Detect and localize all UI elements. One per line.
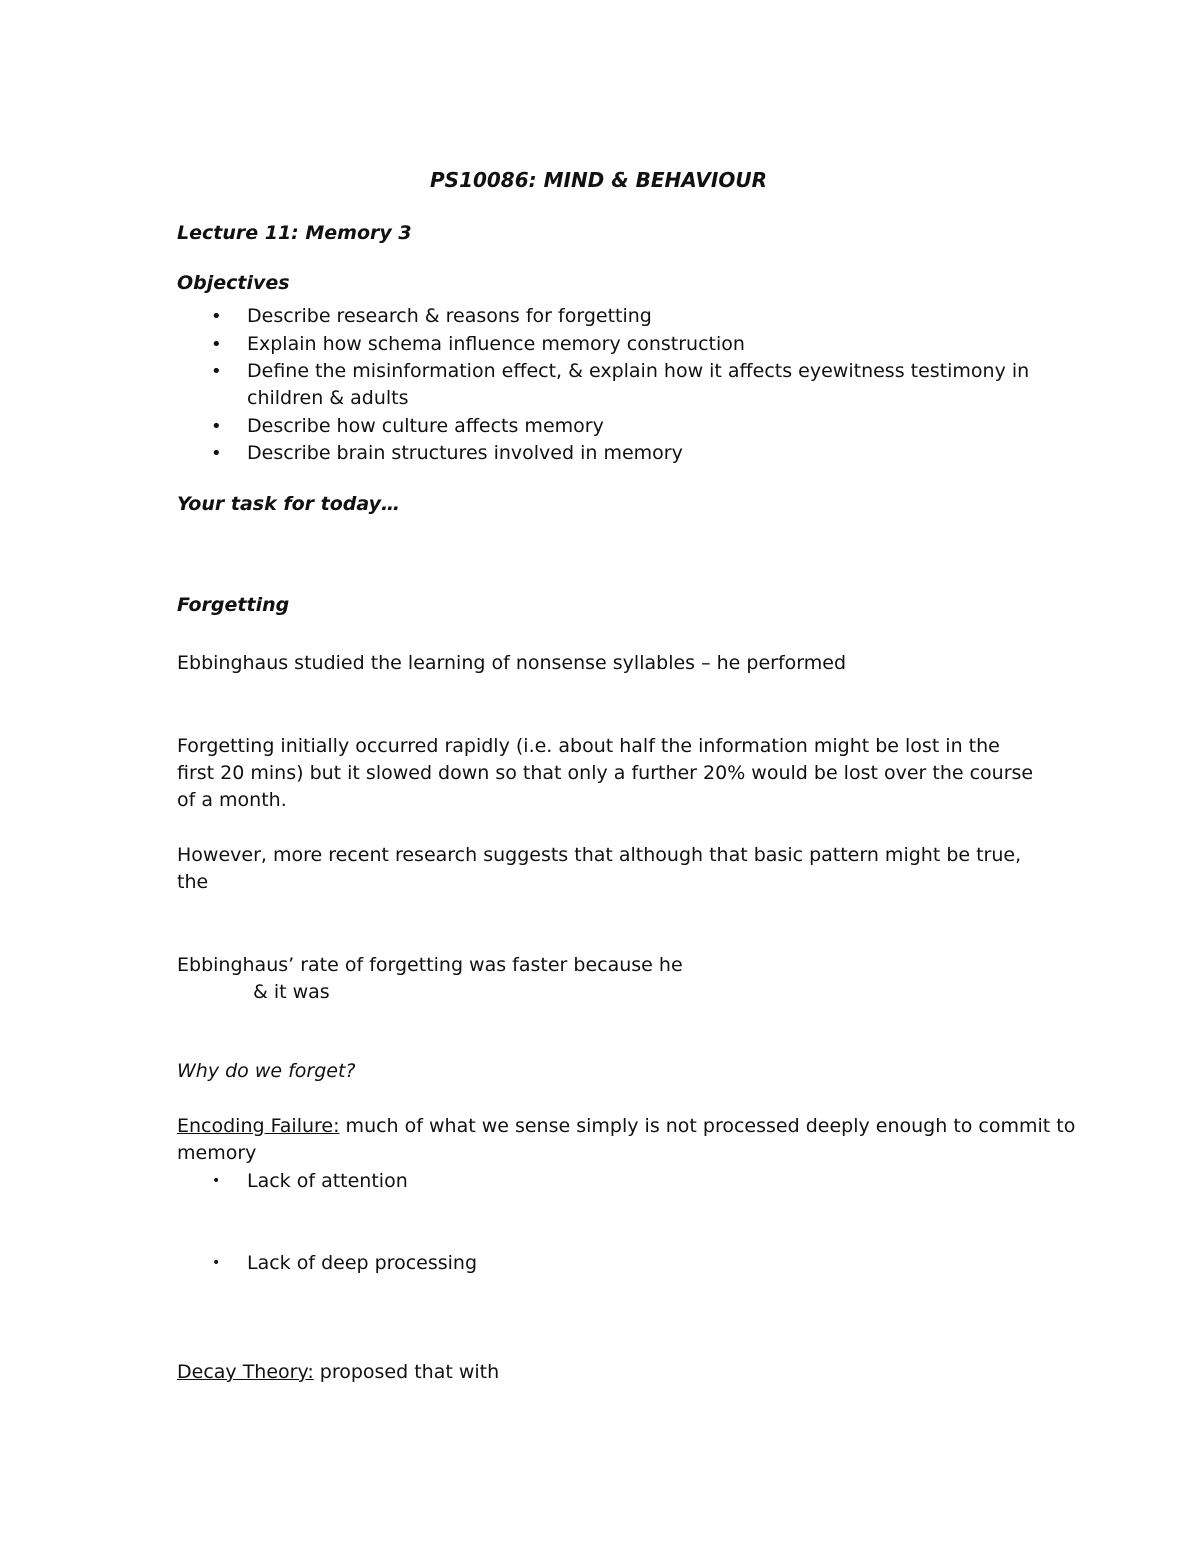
forgetting-heading: Forgetting	[177, 594, 290, 616]
encoding-failure-text: much of what we sense simply is not processed deeply enough to commit to	[339, 1115, 1076, 1137]
list-bullet: •	[211, 361, 222, 382]
paragraph-ebbinghaus: Ebbinghaus studied the learning of nonsense syllables – he performed	[177, 652, 847, 674]
paragraph-line: However, more recent research suggests that although that basic pattern might be true,	[177, 844, 1022, 866]
list-item: Describe brain structures involved in memory	[247, 442, 683, 464]
list-item: Define the misinformation effect, & explain how it affects eyewitness testimony in	[247, 360, 1030, 382]
paragraph-line: & it was	[253, 981, 330, 1003]
paragraph-line: first 20 mins) but it slowed down so that only a further 20% would be lost over the course	[177, 762, 1034, 784]
list-bullet: •	[212, 1173, 221, 1189]
encoding-failure-term: Encoding Failure:	[177, 1115, 340, 1137]
list-item: Describe how culture affects memory	[247, 415, 604, 437]
task-heading: Your task for today…	[177, 493, 400, 515]
decay-theory-term: Decay Theory:	[177, 1361, 314, 1383]
paragraph-line: Forgetting initially occurred rapidly (i.e. about half the information might be lost in the	[177, 735, 1000, 757]
objectives-heading: Objectives	[177, 272, 290, 294]
list-item: Lack of deep processing	[247, 1252, 478, 1274]
paragraph-line: Ebbinghaus’ rate of forgetting was faster because he	[177, 954, 683, 976]
list-bullet: •	[212, 1255, 221, 1271]
document-title: PS10086: MIND & BEHAVIOUR	[430, 168, 767, 192]
paragraph-line: of a month.	[177, 789, 287, 811]
paragraph-line: the	[177, 871, 209, 893]
encoding-failure-line-2: memory	[177, 1142, 257, 1164]
encoding-failure-line	[177, 1113, 1075, 1140]
list-item: Lack of attention	[247, 1170, 408, 1192]
list-item: Explain how schema influence memory construction	[247, 333, 745, 355]
list-item: Describe research & reasons for forgetting	[247, 305, 652, 327]
decay-theory-text: proposed that with	[313, 1361, 500, 1383]
list-bullet: •	[211, 416, 222, 437]
why-forget-heading: Why do we forget?	[177, 1060, 356, 1082]
list-item-continuation: children & adults	[247, 387, 409, 409]
list-bullet: •	[211, 334, 222, 355]
lecture-heading: Lecture 11: Memory 3	[177, 222, 412, 244]
decay-theory-line	[177, 1359, 499, 1386]
list-bullet: •	[211, 306, 222, 327]
list-bullet: •	[211, 443, 222, 464]
